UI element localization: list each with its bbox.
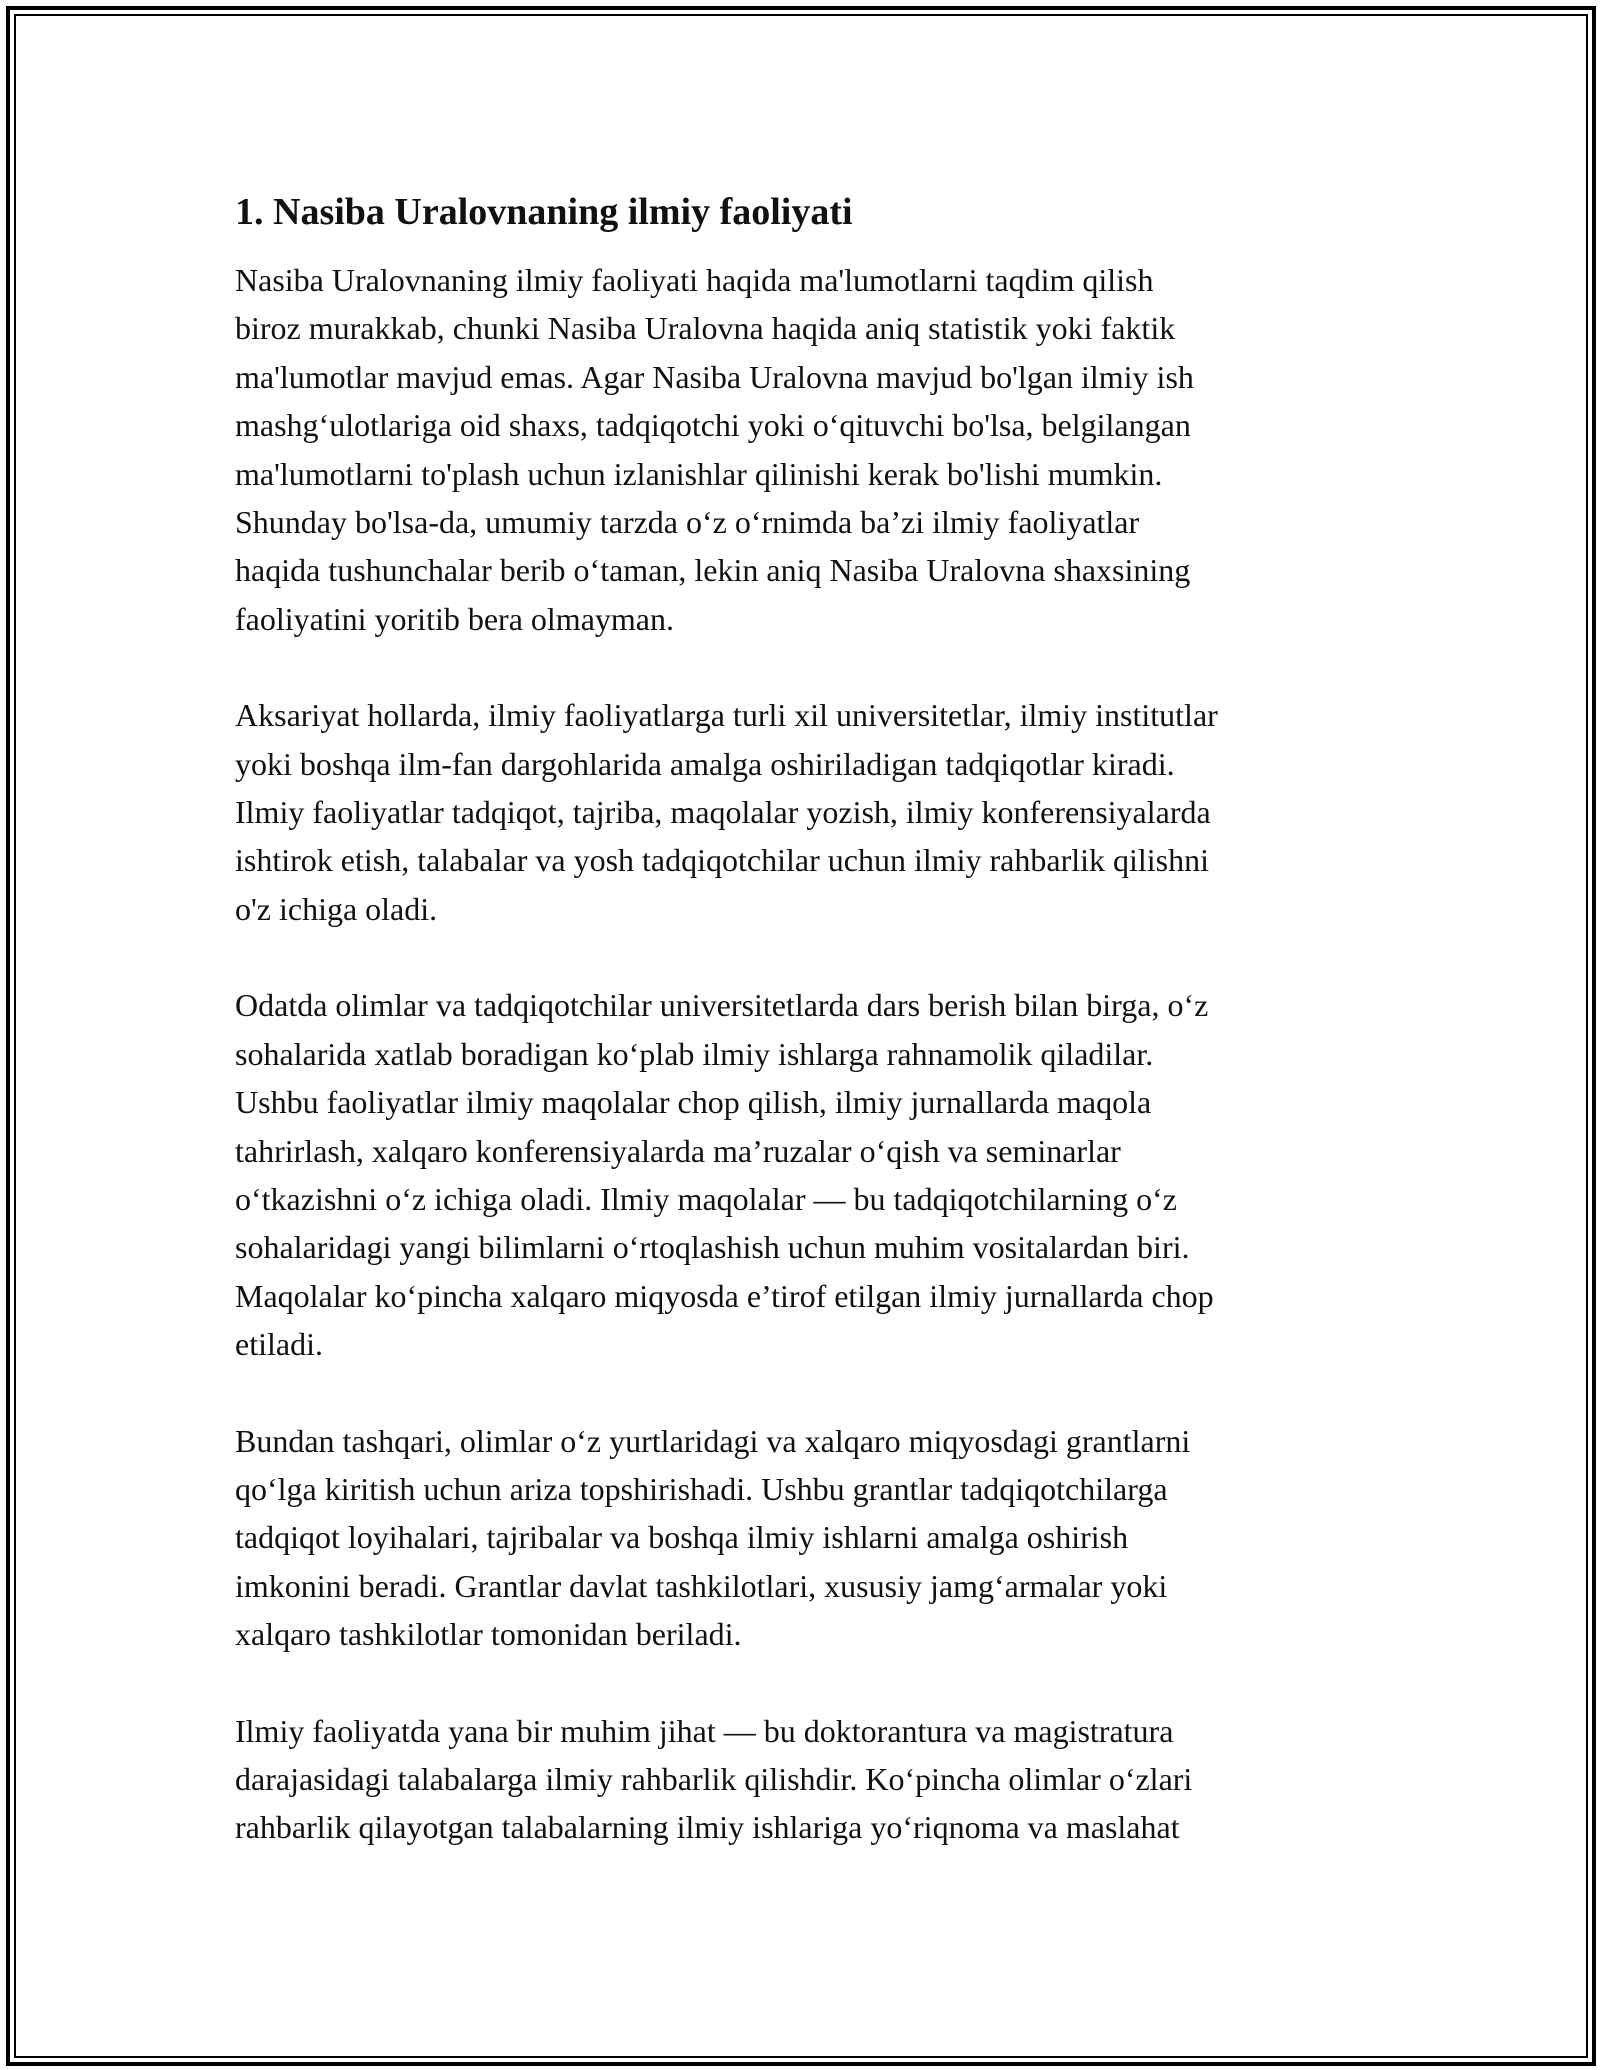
paragraph-4: Bundan tashqari, olimlar o‘z yurtlaridagi va xalqaro miqyosdagi grantlarni qo‘lga kiritish uchun ariza topshirishadi. Ushbu grantlar tadqiqotchilarga tadqiqot loyihalari, tajribalar va boshqa ilmiy ishlarni amalga oshirish imkonini beradi. Grantlar davlat tashkilotlari, xususiy jamg‘armalar yoki xalqaro tashkilotlar tomonidan beriladi. (235, 1422, 1191, 1653)
section-heading: 1. Nasiba Uralovnaning ilmiy faoliyati (235, 191, 853, 233)
paragraph-1: Nasiba Uralovnaning ilmiy faoliyati haqida ma'lumotlarni taqdim qilish biroz murakkab, chunki Nasiba Uralovna haqida aniq statistik yoki faktik ma'lumotlar mavjud emas. Agar Nasiba Uralovna mavjud bo'lgan ilmiy ish mashg‘ulotlariga oid shaxs, tadqiqotchi yoki o‘qituvchi bo'lsa, belgilangan ma'lumotlarni to'plash uchun izlanishlar qilinishi kerak bo'lishi mumkin. Shunday bo'lsa-da, umumiy tarzda o‘z o‘rnimda ba’zi ilmiy faoliyatlar haqida tushunchalar berib o‘taman, lekin aniq Nasiba Uralovna shaxsining faoliyatini yoritib bera olmayman. (235, 262, 1194, 637)
paragraph-3: Odatda olimlar va tadqiqotchilar universitetlarda dars berish bilan birga, o‘z sohalarida xatlab boradigan ko‘plab ilmiy ishlarga rahnamolik qiladilar. Ushbu faoliyatlar ilmiy maqolalar chop qilish, ilmiy jurnallarda maqola tahrirlash, xalqaro konferensiyalarda ma’ruzalar o‘qish va seminarlar o‘tkazishni o‘z ichiga oladi. Ilmiy maqolalar — bu tadqiqotchilarning o‘z sohalaridagi yangi bilimlarni o‘rtoqlashish uchun muhim vositalardan biri. Maqolalar ko‘pincha xalqaro miqyosda e’tirof etilgan ilmiy jurnallarda chop etiladi. (235, 987, 1214, 1363)
paragraph-5: Ilmiy faoliyatda yana bir muhim jihat — bu doktorantura va magistratura darajasidagi talabalarga ilmiy rahbarlik qilishdir. Ko‘pincha olimlar o‘zlari rahbarlik qilayotgan talabalarning ilmiy ishlariga yo‘riqnoma va maslahat (235, 1712, 1193, 1846)
paragraph-2: Aksariyat hollarda, ilmiy faoliyatlarga turli xil universitetlar, ilmiy institutlar yoki boshqa ilm-fan dargohlarida amalga oshiriladigan tadqiqotlar kiradi. Ilmiy faoliyatlar tadqiqot, tajriba, maqolalar yozish, ilmiy konferensiyalarda ishtirok etish, talabalar va yosh tadqiqotchilar uchun ilmiy rahbarlik qilishni o'z ichiga oladi. (235, 697, 1218, 927)
document-body (235, 188, 1385, 1900)
